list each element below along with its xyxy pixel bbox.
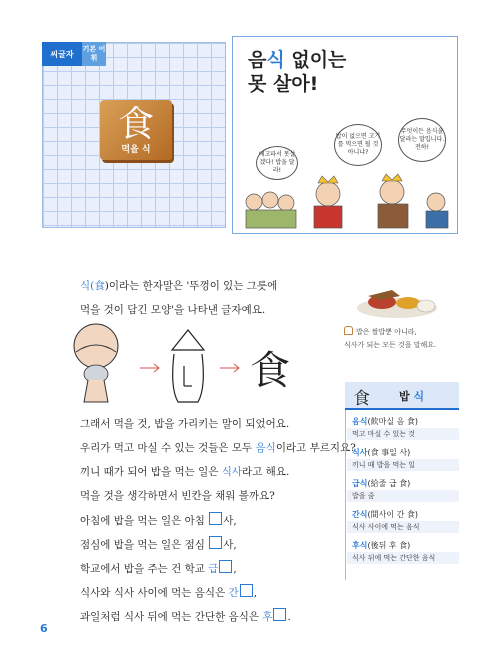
sidebar-title	[345, 382, 459, 410]
page-title: 음식 없이는 못 살아!	[248, 49, 347, 95]
king-figure	[314, 176, 342, 228]
answer-blank[interactable]	[273, 608, 286, 621]
vocab-definition: 끼니 때 밥을 먹는 일	[347, 459, 459, 471]
speech-bubble-right: 무엇이든 음식을 달라는 말입니다. 전하!	[398, 118, 446, 162]
subcategory-tag: 기본 어휘	[82, 42, 106, 66]
category-tag: 씨글자	[42, 42, 82, 66]
body-line-3: 끼니 때가 되어 밥을 먹는 일은 식사라고 해요.	[80, 466, 290, 478]
vocab-word: 급식(給줄 급 食)	[352, 479, 411, 488]
ancient-script-drawing	[172, 330, 204, 402]
vocab-definition: 먹고 마실 수 있는 것	[347, 428, 459, 440]
food-photo	[352, 286, 442, 320]
vocab-definition: 밥을 줌	[347, 490, 459, 502]
body-line-4: 먹을 것을 생각하면서 빈칸을 채워 볼까요?	[80, 490, 275, 502]
body-line-5: 아침에 밥을 먹는 일은 아침 사,	[80, 512, 237, 528]
body-line-6: 점심에 밥을 먹는 일은 점심 사,	[80, 536, 237, 552]
body-line-2: 우리가 먹고 마실 수 있는 것들은 모두 음식이라고 부르지요?	[80, 442, 356, 454]
answer-blank[interactable]	[209, 536, 222, 549]
intro-line-2: 먹을 것이 담긴 모양'을 나타낸 글자예요.	[80, 304, 266, 316]
photo-caption: 밥은 쌀밥뿐 아니라, 식사가 되는 모든 것을 말해요.	[344, 328, 437, 349]
vocab-definition: 식사 사이에 먹는 음식	[347, 521, 459, 533]
vocab-word: 음식(飮마실 음 食)	[352, 417, 418, 426]
body-line-7: 학교에서 밥을 주는 건 학교 급 ,	[80, 560, 237, 576]
advisor-figure	[378, 174, 408, 228]
vocab-word: 후식(後뒤 후 食)	[352, 541, 411, 550]
body-line-1: 그래서 먹을 것, 밥을 가리키는 말이 되었어요.	[80, 418, 290, 430]
answer-blank[interactable]	[219, 560, 232, 573]
vocab-word: 식사(食 事일 사)	[352, 448, 411, 457]
body-line-9: 과일처럼 식사 뒤에 먹는 간단한 음식은 후 .	[80, 608, 291, 624]
arrow-icon	[140, 364, 159, 372]
speech-bubble-left: 배고파서 못살겠다! 밥을 달라!	[256, 146, 298, 180]
crowd-figures	[246, 192, 296, 228]
bell-icon	[344, 326, 353, 335]
sidebar-hanja: 食	[353, 389, 370, 409]
vocab-definition: 식사 뒤에 먹는 간단한 음식	[347, 552, 459, 564]
answer-blank[interactable]	[209, 512, 222, 525]
vocab-word: 간식(間사이 간 食)	[352, 510, 418, 519]
sidebar-reading: 밥 식	[399, 390, 425, 403]
answer-blank[interactable]	[240, 584, 253, 597]
intro-line-1: 식(食)이라는 한자말은 '뚜껑이 있는 그릇에	[80, 280, 278, 292]
arrow-icon	[220, 364, 239, 372]
hanja-tile-char: 食	[117, 104, 154, 145]
modern-hanja: 食	[250, 348, 290, 394]
bowl-drawing	[74, 324, 118, 402]
servant-figure	[426, 193, 448, 228]
body-line-8: 식사와 식사 사이에 먹는 음식은 간 ,	[80, 584, 257, 600]
pictograph-evolution	[60, 322, 292, 410]
hanja-tile-caption: 먹을 식	[121, 145, 151, 155]
page-number: 6	[40, 622, 48, 635]
comic-illustration	[240, 172, 454, 230]
speech-bubble-middle: 밥이 없으면 고기를 먹으면 될 것 아니냐?	[334, 124, 382, 166]
